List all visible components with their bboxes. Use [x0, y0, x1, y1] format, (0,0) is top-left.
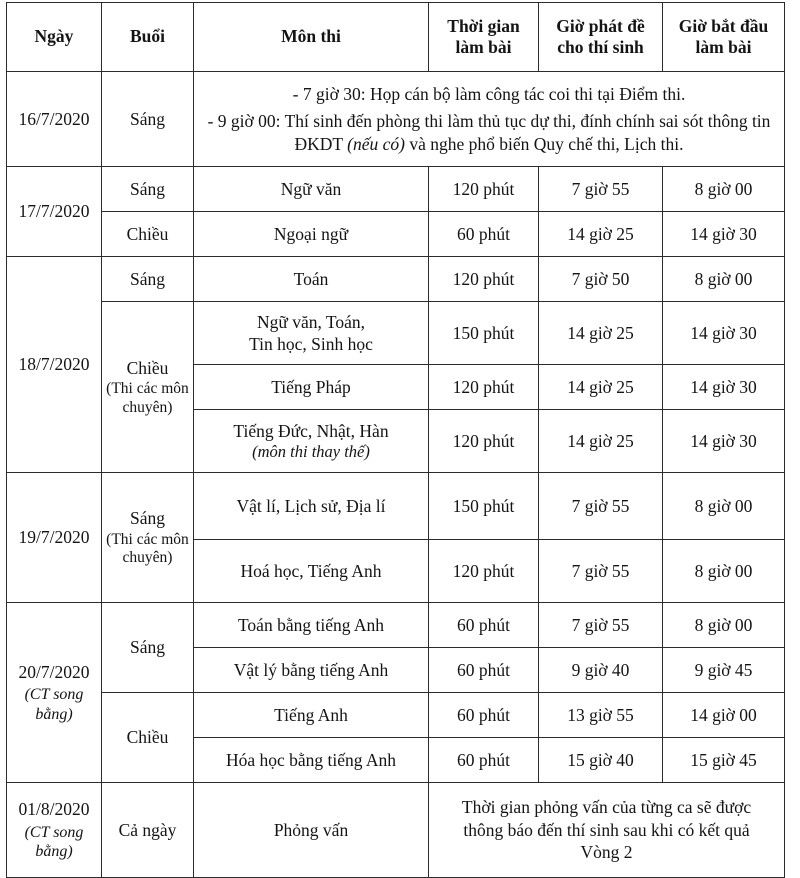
cell-session: Sáng	[102, 72, 194, 167]
cell-subject: Toán bằng tiếng Anh	[194, 603, 429, 648]
cell-give-time: 7 giờ 50	[539, 257, 663, 302]
cell-start-time: 14 giờ 30	[663, 410, 785, 473]
subject-line-1: Ngữ văn, Toán,	[256, 311, 366, 332]
cell-session	[102, 302, 194, 473]
cell-date: 16/7/2020	[7, 72, 102, 167]
date-label: 20/7/2020	[18, 661, 90, 682]
cell-give-time: 13 giờ 55	[539, 693, 663, 738]
header-session: Buổi	[102, 3, 194, 72]
cell-subject: Hóa học bằng tiếng Anh	[194, 738, 429, 783]
notice-line-2-part-a: - 9 giờ 00: Thí sinh đến phòng thi làm thủ tục dự thi, đính chính sai sót thông tin ĐKDT	[207, 111, 771, 154]
cell-give-time: 7 giờ 55	[539, 167, 663, 212]
cell-give-time: 15 giờ 40	[539, 738, 663, 783]
cell-session	[102, 473, 194, 603]
subject-label: Tiếng Đức, Nhật, Hàn	[233, 420, 389, 441]
cell-start-time: 14 giờ 00	[663, 693, 785, 738]
cell-interview-note	[429, 783, 785, 878]
cell-session: Chiều	[102, 693, 194, 783]
cell-duration: 150 phút	[429, 302, 539, 365]
cell-give-time: 14 giờ 25	[539, 410, 663, 473]
cell-start-time: 8 giờ 00	[663, 257, 785, 302]
table-body	[7, 72, 785, 878]
table-row	[7, 72, 785, 167]
cell-notice	[194, 72, 785, 167]
session-note: (Thi các môn chuyên)	[106, 380, 189, 416]
interview-note-line-2: thông báo đến thí sinh sau khi có kết quả	[463, 819, 750, 840]
cell-duration: 60 phút	[429, 738, 539, 783]
notice-line-1: - 7 giờ 30: Họp cán bộ làm công tác coi thi tại Điểm thi.	[292, 83, 686, 104]
cell-date: 18/7/2020	[7, 257, 102, 473]
header-give-line2: cho thí sinh	[557, 37, 644, 57]
cell-start-time: 8 giờ 00	[663, 540, 785, 603]
header-date: Ngày	[7, 3, 102, 72]
date-note: (CT song bằng)	[24, 823, 84, 861]
cell-duration: 120 phút	[429, 410, 539, 473]
header-start-line1: Giờ bắt đầu	[678, 15, 769, 36]
table-row	[7, 257, 785, 302]
cell-duration: 60 phút	[429, 693, 539, 738]
cell-give-time: 14 giờ 25	[539, 365, 663, 410]
header-row	[7, 3, 785, 72]
cell-give-time: 9 giờ 40	[539, 648, 663, 693]
cell-subject	[194, 302, 429, 365]
cell-give-time: 14 giờ 25	[539, 212, 663, 257]
session-label: Sáng	[130, 508, 165, 529]
subject-line-2: Tin học, Sinh học	[249, 334, 373, 354]
cell-subject: Tiếng Pháp	[194, 365, 429, 410]
cell-start-time: 14 giờ 30	[663, 302, 785, 365]
cell-duration: 120 phút	[429, 167, 539, 212]
cell-date	[7, 603, 102, 783]
cell-duration: 120 phút	[429, 540, 539, 603]
cell-session: Chiều	[102, 212, 194, 257]
cell-subject: Tiếng Anh	[194, 693, 429, 738]
cell-subject: Phỏng vấn	[194, 783, 429, 878]
cell-start-time: 8 giờ 00	[663, 603, 785, 648]
header-subject: Môn thi	[194, 3, 429, 72]
header-start-time	[663, 3, 785, 72]
cell-start-time: 14 giờ 30	[663, 365, 785, 410]
date-label: 01/8/2020	[18, 799, 90, 820]
session-label: Chiều	[126, 357, 169, 378]
table-row	[7, 302, 785, 365]
date-note: (CT song bằng)	[24, 686, 84, 723]
interview-note-line-3: Vòng 2	[580, 842, 633, 863]
cell-duration: 120 phút	[429, 257, 539, 302]
subject-note: (môn thi thay thế)	[252, 442, 370, 462]
cell-start-time: 15 giờ 45	[663, 738, 785, 783]
header-duration-line1: Thời gian	[447, 15, 520, 36]
table-row	[7, 212, 785, 257]
table-header	[7, 3, 785, 72]
session-note: (Thi các môn chuyên)	[106, 530, 189, 567]
header-give-paper	[539, 3, 663, 72]
header-give-line1: Giờ phát đề	[556, 15, 645, 36]
cell-duration: 60 phút	[429, 212, 539, 257]
header-duration-line2: làm bài	[455, 37, 512, 57]
cell-session: Sáng	[102, 603, 194, 693]
cell-subject: Toán	[194, 257, 429, 302]
cell-start-time: 8 giờ 00	[663, 167, 785, 212]
cell-subject: Vật lí, Lịch sử, Địa lí	[194, 473, 429, 540]
header-duration	[429, 3, 539, 72]
cell-duration: 60 phút	[429, 648, 539, 693]
table-row	[7, 603, 785, 648]
cell-give-time: 7 giờ 55	[539, 603, 663, 648]
notice-line-2	[198, 110, 780, 155]
exam-schedule-table	[6, 2, 785, 878]
exam-schedule-container	[6, 2, 784, 878]
table-row	[7, 783, 785, 878]
cell-date: 19/7/2020	[7, 473, 102, 603]
cell-duration: 150 phút	[429, 473, 539, 540]
notice-line-2-part-b: và nghe phổ biến Quy chế thi, Lịch thi.	[405, 133, 684, 154]
cell-give-time: 7 giờ 55	[539, 540, 663, 603]
cell-duration: 60 phút	[429, 603, 539, 648]
cell-duration: 120 phút	[429, 365, 539, 410]
cell-give-time: 14 giờ 25	[539, 302, 663, 365]
table-row	[7, 693, 785, 738]
cell-subject: Hoá học, Tiếng Anh	[194, 540, 429, 603]
table-row	[7, 167, 785, 212]
cell-start-time: 8 giờ 00	[663, 473, 785, 540]
header-start-line2: làm bài	[695, 37, 752, 57]
cell-session: Sáng	[102, 257, 194, 302]
cell-date	[7, 783, 102, 878]
cell-session: Sáng	[102, 167, 194, 212]
cell-date: 17/7/2020	[7, 167, 102, 257]
cell-subject	[194, 410, 429, 473]
table-row	[7, 473, 785, 540]
cell-subject: Ngữ văn	[194, 167, 429, 212]
cell-session: Cả ngày	[102, 783, 194, 878]
cell-subject: Vật lý bằng tiếng Anh	[194, 648, 429, 693]
cell-give-time: 7 giờ 55	[539, 473, 663, 540]
cell-start-time: 9 giờ 45	[663, 648, 785, 693]
cell-start-time: 14 giờ 30	[663, 212, 785, 257]
notice-line-2-italic: (nếu có)	[347, 133, 405, 154]
interview-note-line-1: Thời gian phỏng vấn của từng ca sẽ được	[461, 797, 752, 818]
cell-subject: Ngoại ngữ	[194, 212, 429, 257]
